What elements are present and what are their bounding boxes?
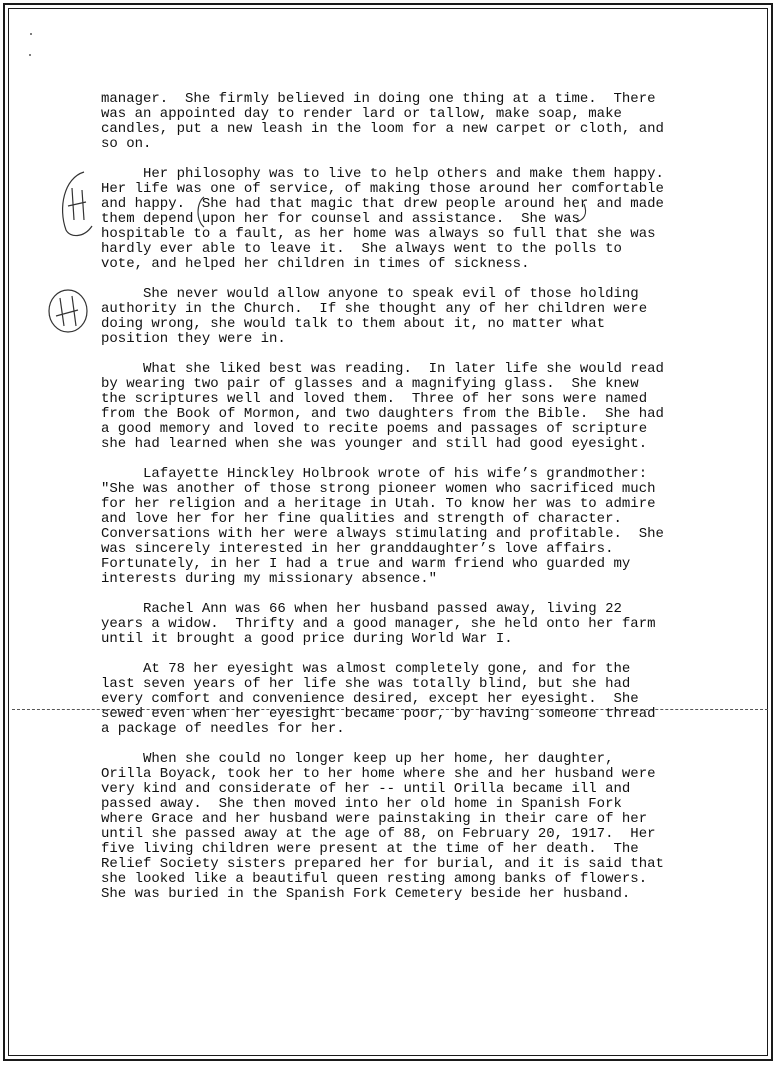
handwritten-mark-2 — [44, 286, 92, 336]
paragraph — [101, 602, 684, 647]
text-line: where Grace and her husband were painstaking in their care of her — [101, 811, 648, 827]
paragraph — [101, 167, 684, 272]
text-line: She was buried in the Spanish Fork Cemetery beside her husband. — [101, 886, 631, 902]
text-line: very kind and considerate of her -- until Orilla became ill and — [101, 781, 631, 797]
text-line: five living children were present at the time of her death. The — [101, 841, 639, 857]
text-line: by wearing two pair of glasses and a magnifying glass. She knew — [101, 376, 639, 392]
text-line: Her philosophy was to live to help others and make them happy. — [101, 166, 664, 182]
paragraph — [101, 662, 684, 737]
text-line: manager. She firmly believed in doing one thing at a time. There — [101, 91, 656, 107]
text-line: was an appointed day to render lard or tallow, make soap, make — [101, 106, 622, 122]
text-line: hardly ever able to leave it. She always went to the polls to — [101, 241, 622, 257]
text-line: authority in the Church. If she thought any of her children were — [101, 301, 648, 317]
scan-speck — [29, 54, 31, 56]
scan-speck — [30, 33, 32, 35]
text-line: Conversations with her were always stimulating and profitable. She — [101, 526, 664, 542]
paragraph — [101, 362, 684, 452]
paragraph — [101, 467, 684, 587]
text-line: At 78 her eyesight was almost completely gone, and for the — [101, 661, 631, 677]
text-line: hospitable to a fault, as her home was always so full that she was — [101, 226, 656, 242]
text-line: interests during my missionary absence." — [101, 571, 438, 587]
text-line: doing wrong, she would talk to them about it, no matter what — [101, 316, 606, 332]
text-line: She never would allow anyone to speak evil of those holding — [101, 286, 639, 302]
text-line: and love her for her fine qualities and strength of character. — [101, 511, 622, 527]
text-line: a package of needles for her. — [101, 721, 345, 737]
text-line: "She was another of those strong pioneer women who sacrificed much — [101, 481, 656, 497]
handwritten-mark-1 — [54, 168, 98, 240]
paragraph — [101, 752, 684, 902]
text-line: When she could no longer keep up her home, her daughter, — [101, 751, 614, 767]
text-line: she looked like a beautiful queen resting among banks of flowers. — [101, 871, 648, 887]
text-line: a good memory and loved to recite poems and passages of scripture — [101, 421, 648, 437]
text-line: until she passed away at the age of 88, on February 20, 1917. Her — [101, 826, 656, 842]
text-line: years a widow. Thrifty and a good manager, she held onto her farm — [101, 616, 656, 632]
text-line: position they were in. — [101, 331, 286, 347]
text-line: last seven years of her life she was totally blind, but she had — [101, 676, 631, 692]
text-line: Fortunately, in her I had a true and warm friend who guarded my — [101, 556, 631, 572]
text-line: so on. — [101, 136, 152, 152]
text-line: sewed even when her eyesight became poor, by having someone thread — [101, 706, 656, 722]
text-line: every comfort and convenience desired, except her eyesight. She — [101, 691, 639, 707]
text-line: Rachel Ann was 66 when her husband passed away, living 22 — [101, 601, 622, 617]
text-line: the scriptures well and loved them. Three of her sons were named — [101, 391, 648, 407]
text-line: Her life was one of service, of making those around her comfortable — [101, 181, 664, 197]
text-line: vote, and helped her children in times of sickness. — [101, 256, 530, 272]
document-body — [101, 92, 684, 917]
text-line: passed away. She then moved into her old home in Spanish Fork — [101, 796, 622, 812]
paragraph — [101, 287, 684, 347]
paragraph — [101, 92, 684, 152]
text-line: Lafayette Hinckley Holbrook wrote of his wife’s grandmother: — [101, 466, 648, 482]
text-line: from the Book of Mormon, and two daughters from the Bible. She had — [101, 406, 664, 422]
text-line: was sincerely interested in her granddaughter’s love affairs. — [101, 541, 614, 557]
text-line: Relief Society sisters prepared her for burial, and it is said that — [101, 856, 664, 872]
text-line: and happy. She had that magic that drew people around her and made — [101, 196, 664, 212]
text-line: What she liked best was reading. In later life she would read — [101, 361, 664, 377]
text-line: for her religion and a heritage in Utah. To know her was to admire — [101, 496, 656, 512]
text-line: she had learned when she was younger and still had good eyesight. — [101, 436, 648, 452]
text-line: until it brought a good price during World War I. — [101, 631, 513, 647]
text-line: Orilla Boyack, took her to her home where she and her husband were — [101, 766, 656, 782]
text-line: candles, put a new leash in the loom for a new carpet or cloth, and — [101, 121, 664, 137]
text-line: them depend upon her for counsel and assistance. She was — [101, 211, 580, 227]
